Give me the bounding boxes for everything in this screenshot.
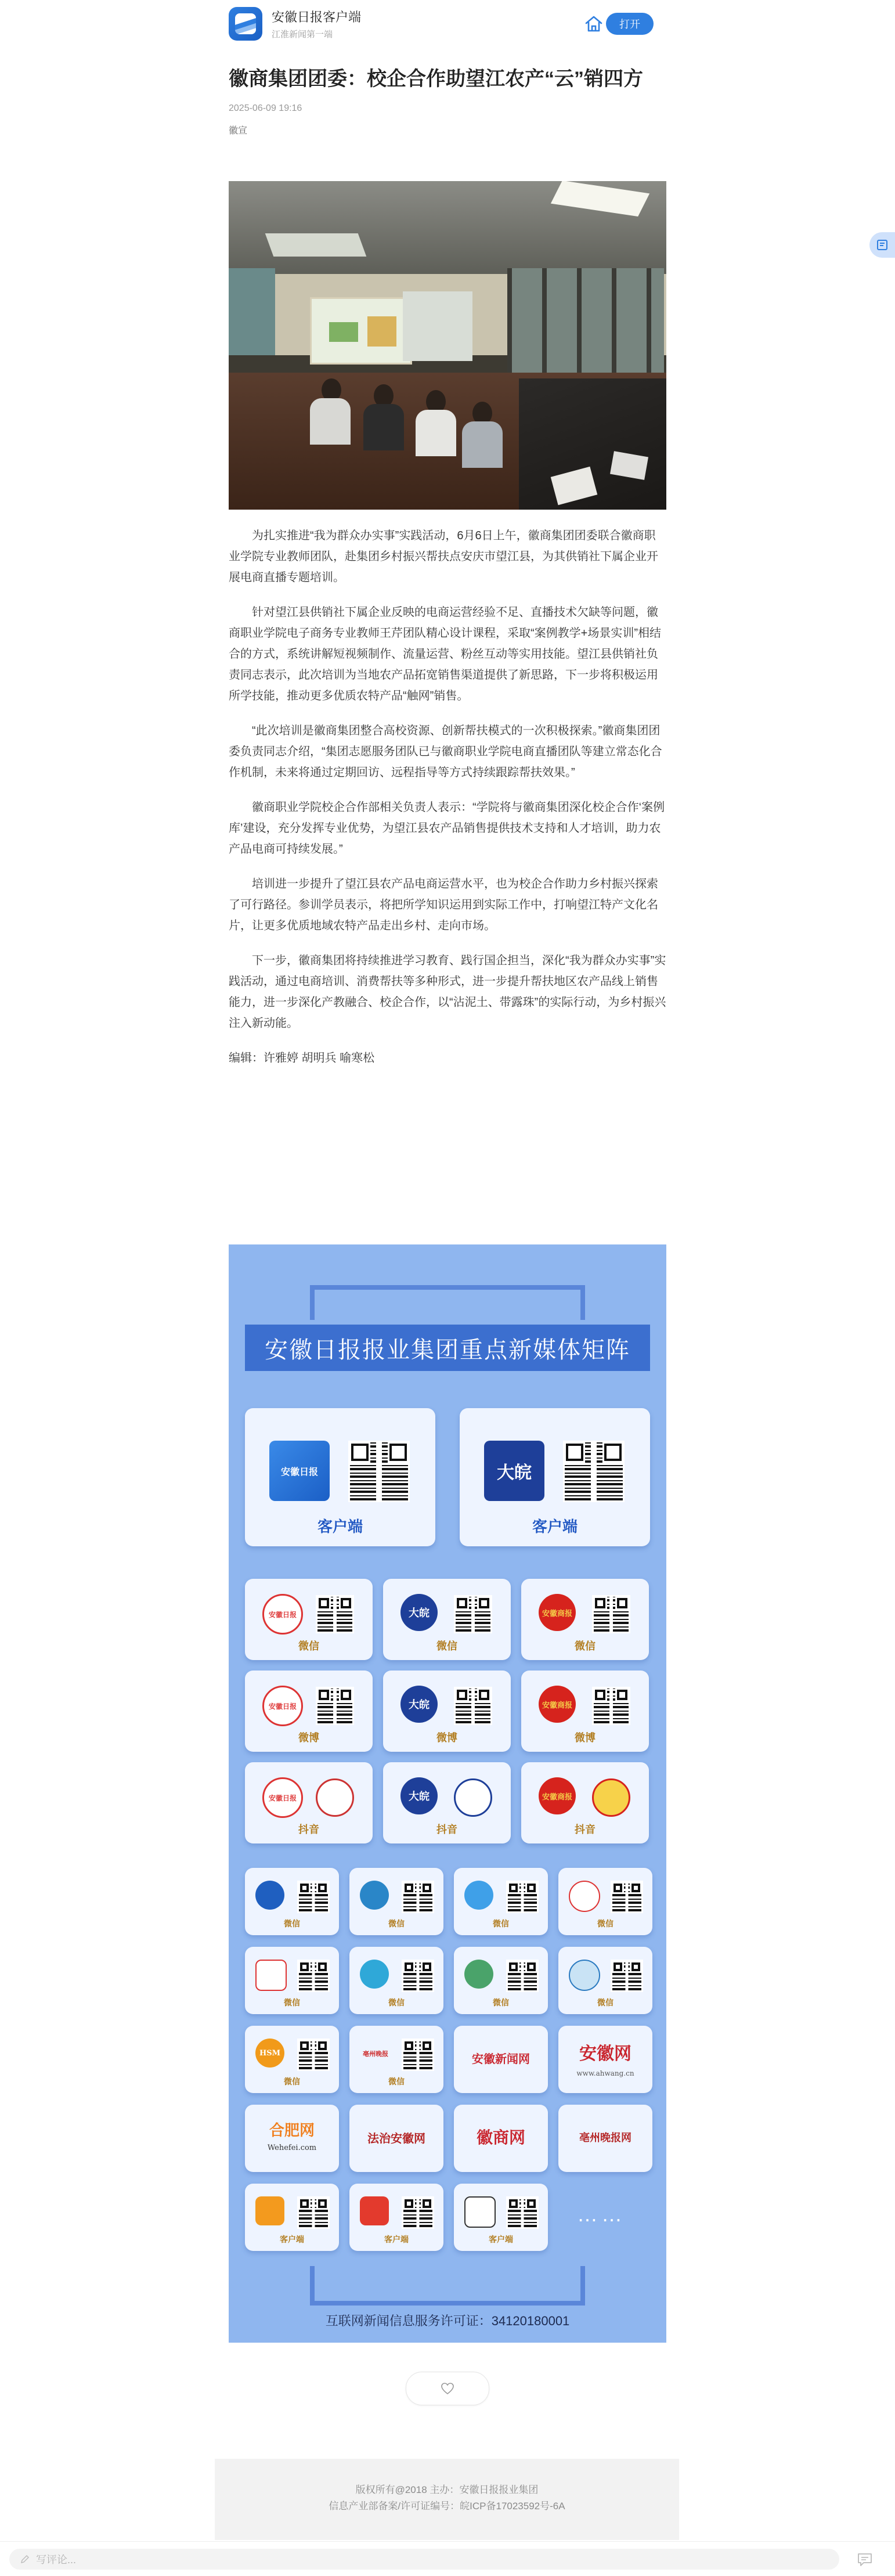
article-body: [229, 525, 666, 1069]
footer-icp: 信息产业部备案/许可证编号：皖ICP备17023592号-6A: [329, 2501, 565, 2512]
app-header: [229, 0, 666, 48]
dawan-logo-icon: 大皖: [400, 1594, 438, 1631]
comment-input[interactable]: [9, 2549, 839, 2570]
qr-code: [611, 1960, 643, 1992]
card-label: 微信: [298, 1640, 319, 1652]
media-app-logo-icon: [464, 2196, 496, 2228]
matrix-banner: 安徽日报报业集团重点新媒体矩阵: [245, 1325, 650, 1371]
app-info: [272, 8, 361, 40]
douyin-badge-icon: [316, 1778, 354, 1817]
matrix-card-small: [349, 2026, 443, 2093]
matrix-card: [521, 1762, 649, 1843]
article-paragraph: 针对望江县供销社下属企业反映的电商运营经验不足、直播技术欠缺等问题，徽商职业学院电子商务专业教师王芹团队精心设计课程，采取“案例教学+场景实训”相结合的方式，系统讲解短视频制作、流量运营、粉丝互动等实用技能。望江县供销社负责同志表示，此次培训为当地农产品拓宽销售渠道提供了新思路，下一步将积极运用所学技能，推动更多优质农特产品“触网”销售。: [229, 606, 661, 702]
card-label: 客户端: [384, 2235, 409, 2244]
matrix-card-small: [558, 2105, 652, 2172]
qr-code: [506, 2196, 539, 2229]
side-reader-icon[interactable]: [869, 232, 895, 258]
matrix-card-small: [349, 1947, 443, 2014]
matrix-card-small: [558, 1947, 652, 2014]
card-label: 微信: [575, 1640, 596, 1652]
article-title: 徽商集团团委：校企合作助望江农产“云”销四方: [229, 68, 643, 90]
article-paragraph: 为扎实推进“我为群众办实事”实践活动，6月6日上午，徽商集团团委联合徽商职业学院专业教师团队，赴集团乡村振兴帮扶点安庆市望江县，为其供销社下属企业开展电商直播专题培训。: [229, 529, 658, 584]
matrix-card: [521, 1579, 649, 1660]
matrix-card: [383, 1671, 511, 1752]
article-photo: [229, 181, 666, 510]
media-logo-icon: [255, 1881, 284, 1910]
matrix-card: [245, 1762, 373, 1843]
anhui-daily-logo-icon: 安徽日报: [262, 1777, 303, 1818]
comment-bar: [0, 2541, 895, 2576]
media-logo-icon: [569, 1881, 600, 1912]
matrix-card-small: [454, 1947, 548, 2014]
card-label: 客户端: [532, 1518, 578, 1535]
qr-code: [348, 1441, 410, 1502]
qr-code: [611, 1881, 643, 1913]
article-date: 2025-06-09 19:16: [229, 103, 302, 113]
home-icon[interactable]: [584, 14, 604, 34]
card-label: 微信: [388, 1998, 405, 2007]
qr-code: [592, 1595, 630, 1633]
fazhi-logo: 法治安徽网: [367, 2131, 425, 2145]
anhui-news-logo: 安徽新闻网: [472, 2051, 530, 2066]
media-app-logo-icon: [255, 2196, 284, 2225]
hsw-logo: 徽商网: [476, 2128, 525, 2147]
douyin-badge-icon: [592, 1778, 630, 1817]
card-label: 微信: [284, 1998, 300, 2007]
article-paragraph: 下一步，徽商集团将持续推进学习教育、践行国企担当，深化“我为群众办实事”实践活动，通过电商培训、消费帮扶等多种形式，进一步提升帮扶地区农产品线上销售能力，进一步深化产教融合、校企合作，以“沾泥土、带露珠”的实际行动，为乡村振兴注入新动能。: [229, 954, 666, 1030]
like-button[interactable]: [406, 2372, 489, 2405]
anhui-daily-logo-icon: 安徽日报: [269, 1441, 330, 1501]
douyin-badge-icon: [454, 1778, 492, 1817]
card-label: 客户端: [317, 1518, 363, 1535]
anhui-daily-logo-icon: 安徽日报: [262, 1686, 303, 1726]
matrix-card: [245, 1579, 373, 1660]
article-source: 徽宣: [229, 126, 248, 136]
card-label: 客户端: [280, 2235, 304, 2244]
article-paragraph: 培训进一步提升了望江县农产品电商运营水平，也为校企合作助力乡村振兴探索了可行路径。参训学员表示，将把所学知识运用到实际工作中，打响望江特产文化名片，让更多优质地域农特产品走出乡村、走向市场。: [229, 878, 658, 932]
matrix-card-anhui-daily-app: [245, 1408, 435, 1546]
card-label: 微博: [298, 1732, 319, 1744]
card-label: 微信: [388, 1919, 405, 1928]
anhui-business-logo-icon: 安徽商报: [539, 1594, 576, 1631]
app-name: 安徽日报客户端: [272, 10, 362, 24]
card-label: 抖音: [575, 1824, 596, 1835]
license-text: 互联网新闻信息服务许可证：34120180001: [325, 2314, 570, 2328]
dawan-logo-icon: 大皖: [400, 1777, 438, 1814]
matrix-card-small: [349, 1868, 443, 1935]
pencil-icon: [20, 2554, 30, 2564]
card-label: 微博: [436, 1732, 457, 1744]
card-label: 抖音: [436, 1824, 457, 1835]
media-logo-icon: [569, 1960, 600, 1991]
dawan-logo-icon: 大皖: [484, 1441, 544, 1501]
media-app-logo-icon: [360, 2196, 389, 2225]
qr-code: [297, 1881, 330, 1913]
matrix-card-small: [245, 2105, 339, 2172]
matrix-card: [383, 1762, 511, 1843]
qr-code: [592, 1687, 630, 1725]
wehefei-url: Wehefei.com: [267, 2143, 317, 2152]
wehefei-logo: 合肥网: [269, 2122, 315, 2140]
matrix-card-small: [245, 1868, 339, 1935]
qr-code: [402, 1881, 434, 1913]
matrix-card-small: [454, 2026, 548, 2093]
qr-code: [297, 2196, 330, 2229]
qr-code: [454, 1687, 492, 1725]
qr-code: [402, 1960, 434, 1992]
bozhou-logo: 亳州晚报网: [579, 2132, 631, 2144]
matrix-card: [383, 1579, 511, 1660]
qr-code: [297, 1960, 330, 1992]
qr-code: [454, 1595, 492, 1633]
card-label: 微信: [284, 1919, 300, 1928]
media-logo-icon: [464, 1881, 493, 1910]
matrix-card-dawan-app: [460, 1408, 650, 1546]
qr-code: [506, 1881, 539, 1913]
matrix-card-small: [454, 1868, 548, 1935]
site-footer: [215, 2459, 679, 2540]
ahwang-logo: 安徽网: [579, 2044, 631, 2064]
app-slogan: 江淮新闻第一端: [272, 30, 333, 39]
matrix-card-small: [349, 2184, 443, 2251]
hsm-logo-icon: HSM: [255, 2039, 284, 2068]
media-logo-icon: [360, 1881, 389, 1910]
matrix-card-small: [245, 2026, 339, 2093]
card-label: 微信: [493, 1998, 509, 2007]
media-logo-icon: [255, 1960, 287, 1991]
qr-code: [297, 2039, 330, 2071]
comment-icon[interactable]: [856, 2550, 874, 2568]
media-logo-icon: [464, 1960, 493, 1989]
card-label: 微信: [597, 1998, 613, 2007]
matrix-card: [245, 1671, 373, 1752]
card-label: 微信: [388, 2077, 405, 2086]
matrix-card-small: [349, 2105, 443, 2172]
bozhou-wb-logo-icon: 亳州晚报: [363, 2050, 388, 2058]
matrix-card-small: [558, 1868, 652, 1935]
qr-code: [402, 2039, 434, 2071]
card-label: 微信: [436, 1640, 457, 1652]
matrix-card: [521, 1671, 649, 1752]
comment-placeholder: 写评论...: [36, 2554, 77, 2566]
more-indicator: ……: [577, 2202, 626, 2226]
card-label: 微信: [284, 2077, 300, 2086]
app-logo-icon[interactable]: [229, 7, 262, 41]
article-paragraph: 徽商职业学院校企合作部相关负责人表示：“学院将与徽商集团深化校企合作‘案例库’建设，充分发挥专业优势，为望江县农产品销售提供技术支持和人才培训，助力农产品电商可持续发展。”: [229, 801, 665, 856]
matrix-card-small: [454, 2184, 548, 2251]
anhui-business-logo-icon: 安徽商报: [539, 1686, 576, 1723]
card-label: 微博: [575, 1732, 596, 1744]
article-paragraph: “此次培训是徽商集团整合高校资源、创新帮扶模式的一次积极探索。”徽商集团团委负责同志介绍，“集团志愿服务团队已与徽商职业学院电商直播团队等建立常态化合作机制，未来将通过定期回访、远程指导等方式持续跟踪帮扶效果。”: [229, 724, 662, 779]
article-editor: 编辑：许雅婷 胡明兵 喻寒松: [229, 1052, 375, 1065]
qr-code: [563, 1441, 625, 1502]
qr-code: [316, 1595, 354, 1633]
qr-code: [506, 1960, 539, 1992]
card-label: 抖音: [298, 1824, 319, 1835]
media-matrix-image: [229, 1244, 666, 2343]
media-logo-icon: [360, 1960, 389, 1989]
matrix-card-small: [245, 2184, 339, 2251]
matrix-card-small: [454, 2105, 548, 2172]
ahwang-url: www.ahwang.cn: [576, 2069, 634, 2077]
anhui-daily-logo-icon: 安徽日报: [262, 1594, 303, 1635]
dawan-logo-icon: 大皖: [400, 1686, 438, 1723]
card-label: 微信: [597, 1919, 613, 1928]
card-label: 微信: [493, 1919, 509, 1928]
anhui-business-logo-icon: 安徽商报: [539, 1777, 576, 1814]
card-label: 客户端: [489, 2235, 513, 2244]
footer-copyright: 版权所有@2018 主办：安徽日报报业集团: [355, 2484, 539, 2495]
matrix-card-small: [558, 2026, 652, 2093]
qr-code: [402, 2196, 434, 2229]
matrix-card-small: [245, 1947, 339, 2014]
heart-icon: [441, 2382, 454, 2395]
qr-code: [316, 1687, 354, 1725]
open-app-button[interactable]: 打开: [606, 13, 654, 35]
article-header: [229, 64, 666, 136]
